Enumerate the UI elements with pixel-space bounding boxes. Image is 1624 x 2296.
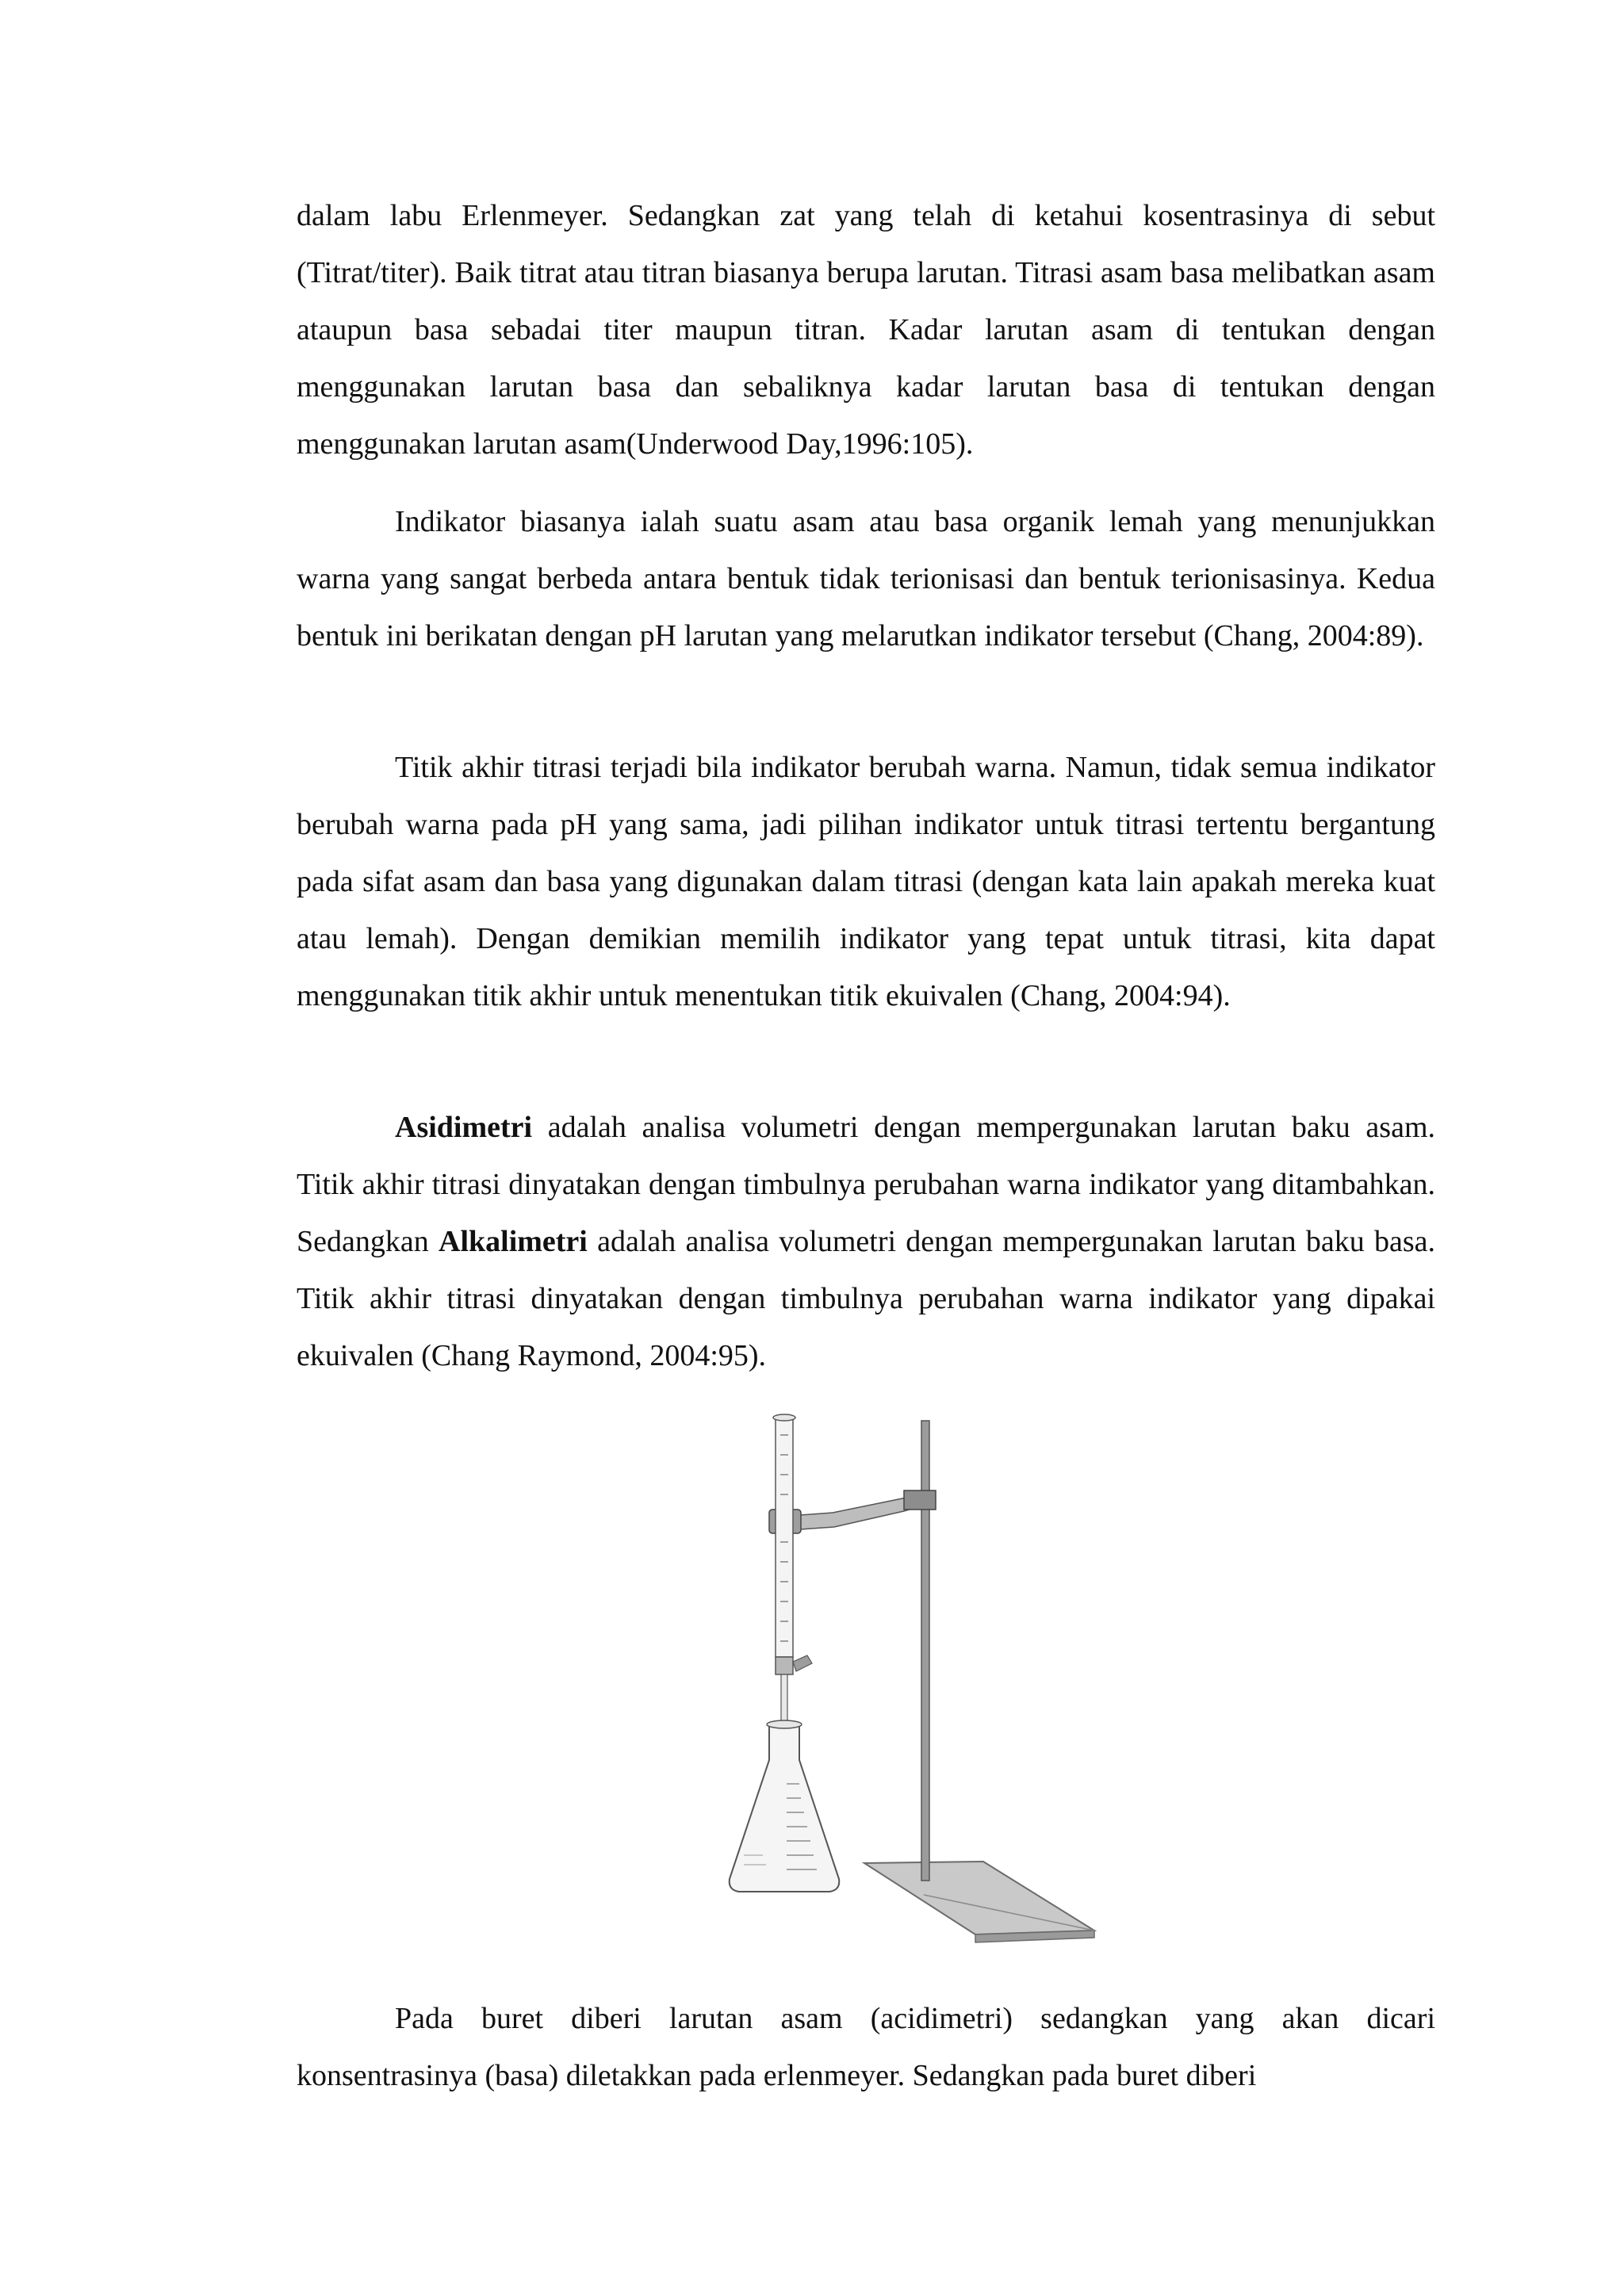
paragraph-text: Pada buret diberi larutan asam (acidimetri) sedangkan yang akan dicari konsentrasinya (basa) diletakkan pada erlenmeyer. Sedangkan pada buret diberi [297, 2002, 1435, 2092]
paragraph-text: Titik akhir titrasi terjadi bila indikator berubah warna. Namun, tidak semua indikator berubah warna pada pH yang sama, jadi pilihan indikator untuk titrasi tertentu bergantung pada sifat asam dan basa yang digunakan dalam titrasi (dengan kata lain apakah mereka kuat atau lemah). Dengan demikian memilih indikator yang tepat untuk titrasi, kita dapat menggunakan titik akhir untuk menentukan titik ekuivalen (Chang, 2004:94). [297, 751, 1435, 1012]
paragraph-segment: adalah analisa volumetri dengan mempergunakan larutan baku basa. Titik akhir titrasi dinyatakan dengan timbulnya perubahan warna indikator yang dipakai ekuivalen (Chang Raymond, 2004:95). [297, 1225, 1436, 1372]
paragraph-asidimetri-alkalimetri [297, 1099, 1435, 1384]
paragraph-end-point [297, 739, 1435, 1024]
paragraph-titration-intro [297, 187, 1435, 473]
titration-apparatus-figure [714, 1411, 1142, 1950]
term-asidimetri: Asidimetri [395, 1111, 533, 1144]
paragraph-text: dalam labu Erlenmeyer. Sedangkan zat yang telah di ketahui kosentrasinya di sebut (Titrat/titer). Baik titrat atau titran biasanya berupa larutan. Titrasi asam basa melibatkan asam ataupun basa sebadai titer maupun titran. Kadar larutan asam di tentukan dengan menggunakan larutan basa dan sebaliknya kadar larutan basa di tentukan dengan menggunakan larutan asam(Underwood Day,1996:105). [297, 199, 1435, 461]
stand-rod [921, 1421, 929, 1881]
paragraph-segment: adalah analisa volumetri dengan mempergunakan larutan baku asam. Titik akhir titrasi dinyatakan dengan timbulnya perubahan warna indikator yang ditambahkan. Sedangkan [297, 1111, 1435, 1258]
paragraph-buret-description [297, 1990, 1435, 2104]
stopcock [776, 1657, 793, 1674]
paragraph-text: Indikator biasanya ialah suatu asam atau basa organik lemah yang menunjukkan warna yang sangat berbeda antara bentuk tidak terionisasi dan bentuk terionisasinya. Kedua bentuk ini berikatan dengan pH larutan yang melarutkan indikator tersebut (Chang, 2004:89). [297, 505, 1435, 652]
titration-apparatus-icon [714, 1411, 1142, 1950]
stopcock-handle [793, 1655, 812, 1671]
clamp-boss [904, 1490, 936, 1510]
paragraph-text [297, 1099, 1435, 1384]
term-alkalimetri: Alkalimetri [439, 1225, 588, 1258]
erlenmeyer-flask [730, 1724, 840, 1892]
burette-tip [781, 1674, 787, 1722]
paragraph-indicator [297, 493, 1435, 664]
